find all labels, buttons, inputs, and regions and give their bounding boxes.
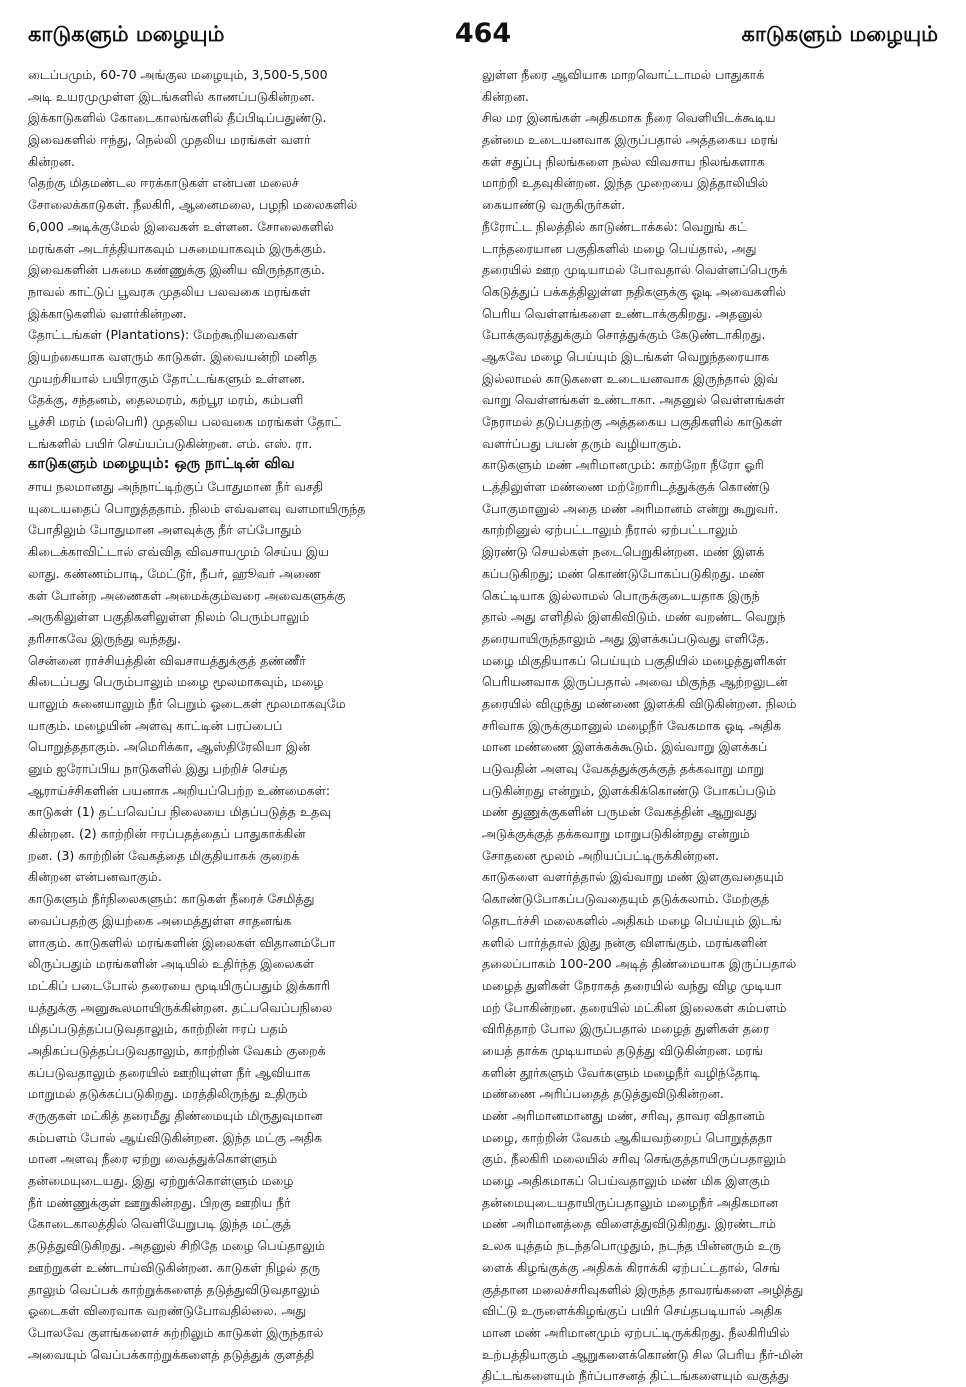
header-title-left: காடுகளும் மழையும் <box>28 22 225 46</box>
text-line: லுள்ள நீரை ஆவியாக மாறவொட்டாமல் பாதுகாக் <box>482 67 765 82</box>
text-line: சில மர இனங்கள் அதிகமாக நீரை வெளியிடக்கூடிய <box>482 110 776 126</box>
text-line: யாகும். மழையின் அளவு காட்டின் பரப்பைப் <box>28 717 283 733</box>
text-line: பெரியனவாக இருப்பதால் அவை மிகுந்த ஆற்றலுடன் <box>482 674 788 690</box>
text-line: டங்களில் பயிர் செய்யப்படுகின்றன. எம். எஸ். ரா. <box>28 435 313 451</box>
text-line: ஊற்றுகள் உண்டாய்விடுகின்றன. காடுகள் நிழல் தரு <box>28 1259 321 1275</box>
text-line: கையாண்டு வருகிருர்கள். <box>482 197 626 213</box>
text-line: கப்படுவதாலும் தரையில் ஊறியுள்ள நீர் ஆவியாக <box>28 1064 311 1080</box>
text-line: கின்றன. <box>28 153 75 169</box>
text-line: டாந்தரையான பகுதிகளில் மழை பெய்தால், அது <box>482 240 757 256</box>
text-line: மழை மிகுதியாகப் பெய்யும் பகுதியில் மழைத்துளிகள் <box>482 652 787 668</box>
text-line: லிருப்பதும் மரங்களின் அடியில் உதிர்ந்த இலைகள் <box>28 956 315 972</box>
text-line: தரையில் விழுந்து மண்ணை இளக்கி விடுகின்றன. நிலம் <box>482 695 797 711</box>
text-line: திட்டங்களையும் நீர்ப்பாசனத் திட்டங்களையும் வகுத்து <box>482 1368 789 1384</box>
text-line: குத்தான மலைச்சரிவுகளில் இருந்த தாவரங்களை அழித்து <box>482 1281 804 1297</box>
text-line: மிதப்படுத்தப்படுவதாலும், காற்றின் ஈரப் பதம் <box>28 1021 288 1037</box>
text-line: கிடைப்பது பெரும்பாலும் மழை மூலமாகவும், மழை <box>28 674 324 690</box>
text-line: மாற்றி உதவுகின்றன. இந்த முறையை இத்தாலியில் <box>482 175 769 191</box>
text-line: மான அளவு நீரை ஏற்று வைத்துக்கொள்ளும் <box>28 1151 278 1167</box>
text-column-left <box>28 64 486 1362</box>
text-line: தன்மையுடையதாயிருப்பதாலும் மழைநீர் அதிகமான <box>482 1194 778 1210</box>
text-line: அடி உயரமுமுள்ள இடங்களில் காணப்படுகின்றன. <box>28 88 315 104</box>
text-line: றன. (3) காற்றின் வேகத்தை மிகுதியாகக் குறைக் <box>28 847 300 863</box>
text-line: கின்றன. (2) காற்றின் ஈரப்பதத்தைப் பாதுகாக்கின் <box>28 826 306 842</box>
text-line: தன்மை உடையனவாக இருப்பதால் அத்தகைய மரங் <box>482 132 779 148</box>
text-line: கெட்டியாக இல்லாமல் பொருக்குடையதாக இருந் <box>482 587 760 603</box>
text-line: கம்பளம் போல் ஆய்விடுகின்றன. இந்த மட்கு அதிக <box>28 1129 323 1145</box>
text-line: தன்மையுடையது. இது ஏற்றுக்கொள்ளும் மழை <box>28 1173 294 1189</box>
text-line: தடுத்துவிடுகிறது. அதனுல் சிறிதே மழை பெய்தாலும் <box>28 1238 325 1254</box>
text-line: னும் ஐரோப்பிய நாடுகளில் இது பற்றிச் செய்த <box>28 761 288 776</box>
text-line: முயற்சியால் பயிராகும் தோட்டங்களும் உள்ளன. <box>28 370 306 386</box>
text-line: வைப்பதற்கு இயற்கை அமைத்துள்ள சாதனங்க <box>28 912 292 928</box>
text-line: அதிகப்படுத்தப்படுவதாலும், காற்றின் வேகம் குறைக் <box>28 1042 326 1058</box>
text-line: காடுகளும் மண் அரிமானமும்: காற்றோ நீரோ ஓரி <box>482 457 764 473</box>
text-line: கிடைக்காவிட்டால் எவ்வித விவசாயமும் செய்ய இய <box>28 544 329 560</box>
text-column-right <box>482 64 938 1384</box>
text-line: கின்றன. <box>482 88 529 104</box>
text-line: ஓடைகள் விரைவாக வறண்டுபோவதில்லை. அது <box>28 1303 307 1319</box>
text-line: நாவல் காட்டுப் பூவரசு முதலிய பலவகை மரங்கள் <box>28 283 311 299</box>
text-line: 6,000 அடிக்குமேல் இவைகள் உள்ளன. சோலைகளில் <box>28 218 334 234</box>
text-line: ளாகும். காடுகளில் மரங்களின் இலைகள் விதானம்போ <box>28 934 336 950</box>
text-line: வாறு வெள்ளங்கள் உண்டாகா. அதனுல் வெள்ளங்கள் <box>482 392 785 408</box>
text-line: காற்றினுல் ஏற்பட்டாலும் நீரால் ஏற்பட்டாலும் <box>482 522 738 538</box>
text-line: காடுகள் (1) தட்பவெப்ப நிலையை மிதப்படுத்த உதவு <box>28 804 332 820</box>
text-line: கள் சதுப்பு நிலங்களை நல்ல விவசாய நிலங்களாக <box>482 153 765 169</box>
text-line: காடுகளை வளர்த்தால் இவ்வாறு மண் இளகுவதையும் <box>482 869 784 885</box>
text-line: படுகின்றது என்றும், இளக்கிக்கொண்டு போகப்படும் <box>482 782 776 798</box>
text-line: உலக யுத்தம் நடந்தபொழுதும், நடந்த பின்னரும் உரு <box>482 1238 781 1254</box>
text-line: தேக்கு, சந்தனம், தைலமரம், கற்பூர மரம், கம்பளி <box>28 392 304 408</box>
text-line: இல்லாமல் காடுகளை உடையனவாக இருந்தால் இவ் <box>482 370 778 386</box>
text-line: அடுக்குக்குத் தக்கவாறு மாறுபடுகின்றது என்றும் <box>482 826 750 842</box>
text-line: டைப்பமும், 60-70 அங்குல மழையும், 3,500-5,500 <box>28 67 328 82</box>
text-line: தொடர்ச்சி மலைகளில் அதிகம் மழை பெய்யும் இடங் <box>482 912 782 928</box>
text-line: களில் பார்த்தால் இது நன்கு விளங்கும். மரங்களின் <box>482 934 767 950</box>
text-line: இரண்டு செயல்கள் நடைபெறுகின்றன. மண் இளக் <box>482 544 765 560</box>
text-line: சோலைக்காடுகள். நீலகிரி, ஆனைமலை, பழநி மலைகளில் <box>28 197 358 213</box>
text-line: தரையாயிருந்தாலும் அது இளக்கப்படுவது எளிதே. <box>482 630 769 646</box>
text-line: தால் அது எளிதில் இளகிவிடும். மண் வறண்ட வெறுந் <box>482 609 786 625</box>
text-line: இவைகளின் பசுமை கண்ணுக்கு இனிய விருந்தாகும். <box>28 262 325 278</box>
text-line: கெடுத்துப் பக்கத்திலுள்ள நதிகளுக்கு ஓடி அவைகளில் <box>482 283 786 299</box>
text-line: களின் தூர்களும் வேர்களும் மழைநீர் வழிந்தோடி <box>482 1064 760 1080</box>
header-title-right: காடுகளும் மழையும் <box>741 22 938 46</box>
text-line: நேராமல் தடுப்பதற்கு அத்தகைய பகுதிகளில் காடுகள் <box>482 414 783 429</box>
text-line: நீர் மண்ணுக்குள் ஊறுகின்றது. பிறகு ஊறிய நீர் <box>28 1194 291 1210</box>
text-line: டத்திலுள்ள மண்ணை மற்றோரிடத்துக்குக் கொண்டு <box>482 479 771 495</box>
text-line: யைத் தாக்க முடியாமல் தடுத்து விடுகின்றன. மரங் <box>482 1042 763 1058</box>
text-line: சோதனை மூலம் அறியப்பட்டிருக்கின்றன. <box>482 847 720 863</box>
text-line: சென்னை ராச்சியத்தின் விவசாயத்துக்குத் தண்ணீர் <box>28 652 306 668</box>
text-line: அவையும் வெப்பக்காற்றுக்களைத் தடுத்துக் குளத்தி <box>28 1346 315 1362</box>
running-header <box>28 18 938 58</box>
text-line: காடுகளும் நீர்நிலைகளும்: காடுகள் நீரைச் சேமித்து <box>28 891 315 907</box>
text-line: நீரோட்ட நிலத்தில் காடுண்டாக்கல்: வெறுங் கட் <box>482 218 747 234</box>
text-line: கப்படுகிறது; மண் கொண்டுபோகப்படுகிறது. மண் <box>482 565 765 581</box>
text-line: பொறுத்ததாகும். அமெரிக்கா, ஆஸ்திரேலியா இன் <box>28 739 311 755</box>
page-number: 464 <box>454 18 512 49</box>
text-line: மான மண்ணை இளக்கக்கூடும். இவ்வாறு இளக்கப் <box>482 739 768 755</box>
text-line: ளைக் கிழங்குக்கு அதிகக் கிராக்கி ஏற்பட்டதால், செங் <box>482 1259 780 1275</box>
text-line: மான மண் அரிமானமும் ஏற்பட்டிருக்கிறது. நீலகிரியில் <box>482 1324 790 1340</box>
text-line: தரையில் ஊற முடியாமல் போவதால் வெள்ளப்பெருக் <box>482 262 788 278</box>
text-line: வளர்ப்பது பயன் தரும் வழியாகும். <box>482 435 682 451</box>
text-line: தோட்டங்கள் (Plantations): மேற்கூறியவைகள் <box>28 327 298 343</box>
text-line: மரங்கள் அடர்த்தியாகவும் பசுமையாகவும் இருக்கும். <box>28 240 327 256</box>
text-line: யத்துக்கு அனுகூலமாயிருக்கின்றன. தட்பவெப்பநிலை <box>28 999 333 1015</box>
text-line: காடுகளும் மழையும்: ஒரு நாட்டின் விவ <box>28 456 295 473</box>
text-line: ஆகவே மழை பெய்யும் இடங்கள் வெறுந்தரையாக <box>482 348 770 364</box>
text-line: போக்குவரத்துக்கும் சொத்துக்கும் கேடுண்டாகிறது. <box>482 327 766 343</box>
text-line: கள் போன்ற அணைகள் அமைக்கும்வரை அவைகளுக்கு <box>28 587 346 603</box>
text-line: இக்காடுகளில் வளர்கின்றன. <box>28 305 187 321</box>
text-line: மழை, காற்றின் வேகம் ஆகியவற்றைப் பொறுத்ததா <box>482 1129 773 1145</box>
text-line: மழை அதிகமாகப் பெய்வதாலும் மண் மிக இளகும் <box>482 1173 770 1189</box>
text-line: இக்காடுகளில் கோடைகாலங்களில் தீப்பிடிப்பதுண்டு. <box>28 110 327 126</box>
text-line: விட்டு உருளைக்கிழங்குப் பயிர் செய்தபடியால் அதிக <box>482 1303 783 1319</box>
text-line: சாய நலமானது அந்நாட்டிற்குப் போதுமான நீர் வசதி <box>28 479 324 495</box>
text-line: இயற்கையாக வளரும் காடுகள். இவையன்றி மனித <box>28 348 317 364</box>
text-line: உற்பத்தியாகும் ஆறுகளைக்கொண்டு சில பெரிய நீர்-மின் <box>482 1346 803 1362</box>
text-line: இவைகளில் ஈந்து, நெல்லி முதலிய மரங்கள் வளர் <box>28 132 311 148</box>
text-line: கொண்டுபோகப்படுவதையும் தடுக்கலாம். மேற்குத் <box>482 891 770 907</box>
text-line: மண்ணை அரிப்பதைத் தடுத்துவிடுகின்றன. <box>482 1086 724 1102</box>
text-line: மண் துணுக்குகளின் பருமன் வேகத்தின் ஆறுவது <box>482 804 757 820</box>
text-line: சருகுகள் மட்கித் தரைமீது திண்மையும் மிருதுவுமான <box>28 1108 323 1123</box>
text-line: போகுமானுல் அதை மண் அரிமானம் என்று கூறுவர். <box>482 500 779 516</box>
text-line: பூச்சி மரம் (மல்பெரி) முதலிய பலவகை மரங்கள் தோட் <box>28 414 342 429</box>
text-line: மற் போகின்றன. தரையில் மட்கின இலைகள் கம்பளம் <box>482 999 787 1015</box>
text-line: போதிலும் போதுமான அளவுக்கு நீர் எப்போதும் <box>28 522 302 538</box>
text-line: படுவதின் அளவு வேகத்துக்குக்குத் தக்கவாறு மாறு <box>482 761 764 776</box>
text-line: கின்றன என்பனவாகும். <box>28 869 162 885</box>
text-line: சரிவாக இருக்குமானுல் மழைநீர் வேகமாக ஓடி அதிக <box>482 717 781 733</box>
text-line: தலைப்பாகம் 100-200 அடித் திண்மையாக இருப்பதால் <box>482 956 797 972</box>
text-line: மண் அரிமானத்தை விளைத்துவிடுகிறது. இரண்டாம் <box>482 1216 776 1232</box>
text-line: ஆராய்ச்சிகளின் பயனாக அறியப்பெற்ற உண்மைகள்: <box>28 782 331 798</box>
text-line: யாலும் சுனையாலும் நீர் பெறும் ஓடைகள் மூலமாகவுமே <box>28 695 346 711</box>
text-line: யுடையதைப் பொறுத்ததாம். நிலம் எவ்வளவு வளமாயிருந்த <box>28 500 366 516</box>
text-line: மாறுமல் தடுக்கப்படுகிறது. மரத்திலிருந்து உதிரும் <box>28 1086 308 1102</box>
text-line: போலவே குளங்களைச் சுற்றிலும் காடுகள் இருந்தால் <box>28 1324 324 1340</box>
text-line: மட்கிப் படைபோல் தரையை மூடியிருப்பதும் இக்காரி <box>28 977 330 993</box>
text-line: லாது. கண்ணம்பாடி, மேட்டூர், நீபர், ஹூவர் அணை <box>28 565 321 581</box>
text-line: கோடைகாலத்தில் வெளியேறுபடி இந்த மட்குத் <box>28 1216 292 1232</box>
text-line: பெரிய வெள்ளங்களை உண்டாக்குகிறது. அதனுல் <box>482 305 763 321</box>
text-line: மழைத் துளிகள் நேராகத் தரையில் வந்து விழ முடியா <box>482 977 782 993</box>
text-line: தாலும் வெப்பக் காற்றுக்களைத் தடுத்துவிடுவதாலும் <box>28 1281 320 1297</box>
text-line: மண் அரிமானமானது மண், சரிவு, தாவர விதானம் <box>482 1108 765 1123</box>
text-line: விரித்தாற் போல இருப்பதால் மழைத் துளிகள் தரை <box>482 1021 770 1037</box>
text-line: தரிசாகவே இருந்து வந்தது. <box>28 630 181 646</box>
text-line: கும். நீலகிரி மலையில் சரிவு செங்குத்தாயிருப்பதாலும் <box>482 1151 787 1167</box>
text-line: அருகிலுள்ள பகுதிகளிலுள்ள நிலம் பெரும்பாலும் <box>28 609 310 625</box>
text-line: தெற்கு மிதமண்டல ஈரக்காடுகள் என்பன மலைச் <box>28 175 299 191</box>
